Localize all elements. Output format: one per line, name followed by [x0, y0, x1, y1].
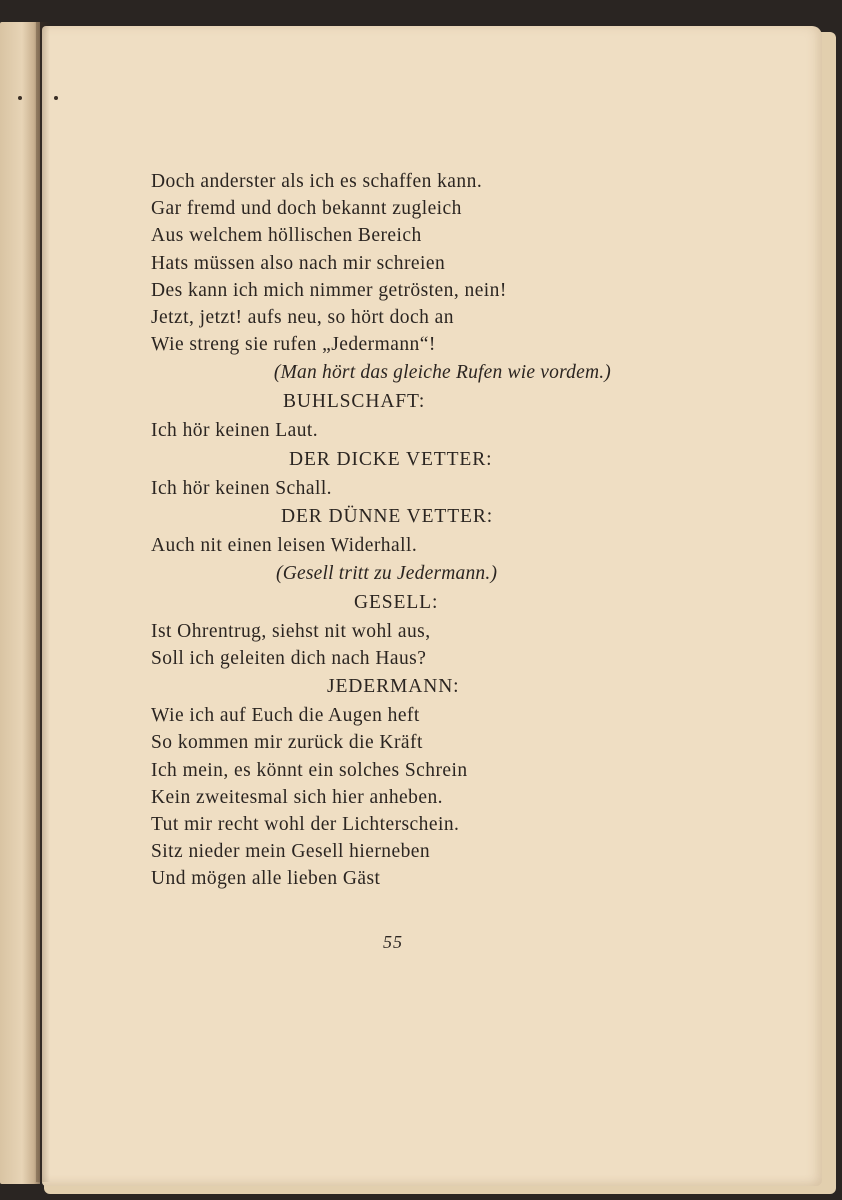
paper-speck: [18, 96, 22, 100]
verse-line: Hats müssen also nach mir schreien: [151, 252, 446, 274]
verse-line: Und mögen alle lieben Gäst: [151, 868, 381, 890]
speaker-heading: GESELL:: [354, 591, 439, 613]
verse-line: Sitz nieder mein Gesell hierneben: [151, 841, 431, 863]
verse-line: Wie ich auf Euch die Augen heft: [151, 705, 420, 727]
book-page: [42, 26, 822, 1186]
verse-line: Doch anderster als ich es schaffen kann.: [151, 171, 483, 192]
verse-line: Auch nit einen leisen Widerhall.: [151, 534, 418, 556]
left-page-edge: [0, 22, 40, 1184]
verse-line: Ich hör keinen Laut.: [151, 420, 319, 442]
verse-line: Jetzt, jetzt! aufs neu, so hört doch an: [151, 306, 454, 328]
verse-line: Kein zweitesmal sich hier anheben.: [151, 786, 443, 808]
verse-line: Tut mir recht wohl der Lichterschein.: [151, 814, 460, 835]
verse-line: Aus welchem höllischen Bereich: [151, 225, 422, 247]
verse-line: So kommen mir zurück die Kräft: [151, 732, 423, 754]
gutter-shadow: [36, 22, 50, 1182]
paper-speck: [54, 96, 58, 100]
verse-line: Wie streng sie rufen „Jedermann“!: [151, 334, 436, 356]
verse-line: Ist Ohrentrug, siehst nit wohl aus,: [151, 620, 431, 642]
stage-direction: (Gesell tritt zu Jedermann.): [276, 562, 498, 584]
speaker-heading: DER DICKE VETTER:: [289, 448, 493, 470]
verse-line: Ich hör keinen Schall.: [151, 477, 333, 499]
verse-text: [151, 168, 611, 893]
speaker-heading: DER DÜNNE VETTER:: [281, 505, 494, 527]
verse-line: Des kann ich mich nimmer getrösten, nein!: [151, 279, 507, 301]
verse-line: Soll ich geleiten dich nach Haus?: [151, 648, 427, 670]
speaker-heading: JEDERMANN:: [327, 676, 460, 698]
speaker-heading: BUHLSCHAFT:: [283, 391, 426, 413]
page-number: 55: [383, 932, 403, 952]
verse-line: Ich mein, es könnt ein solches Schrein: [151, 759, 468, 781]
stage-direction: (Man hört das gleiche Rufen wie vordem.): [273, 362, 611, 384]
verse-line: Gar fremd und doch bekannt zugleich: [151, 198, 462, 220]
